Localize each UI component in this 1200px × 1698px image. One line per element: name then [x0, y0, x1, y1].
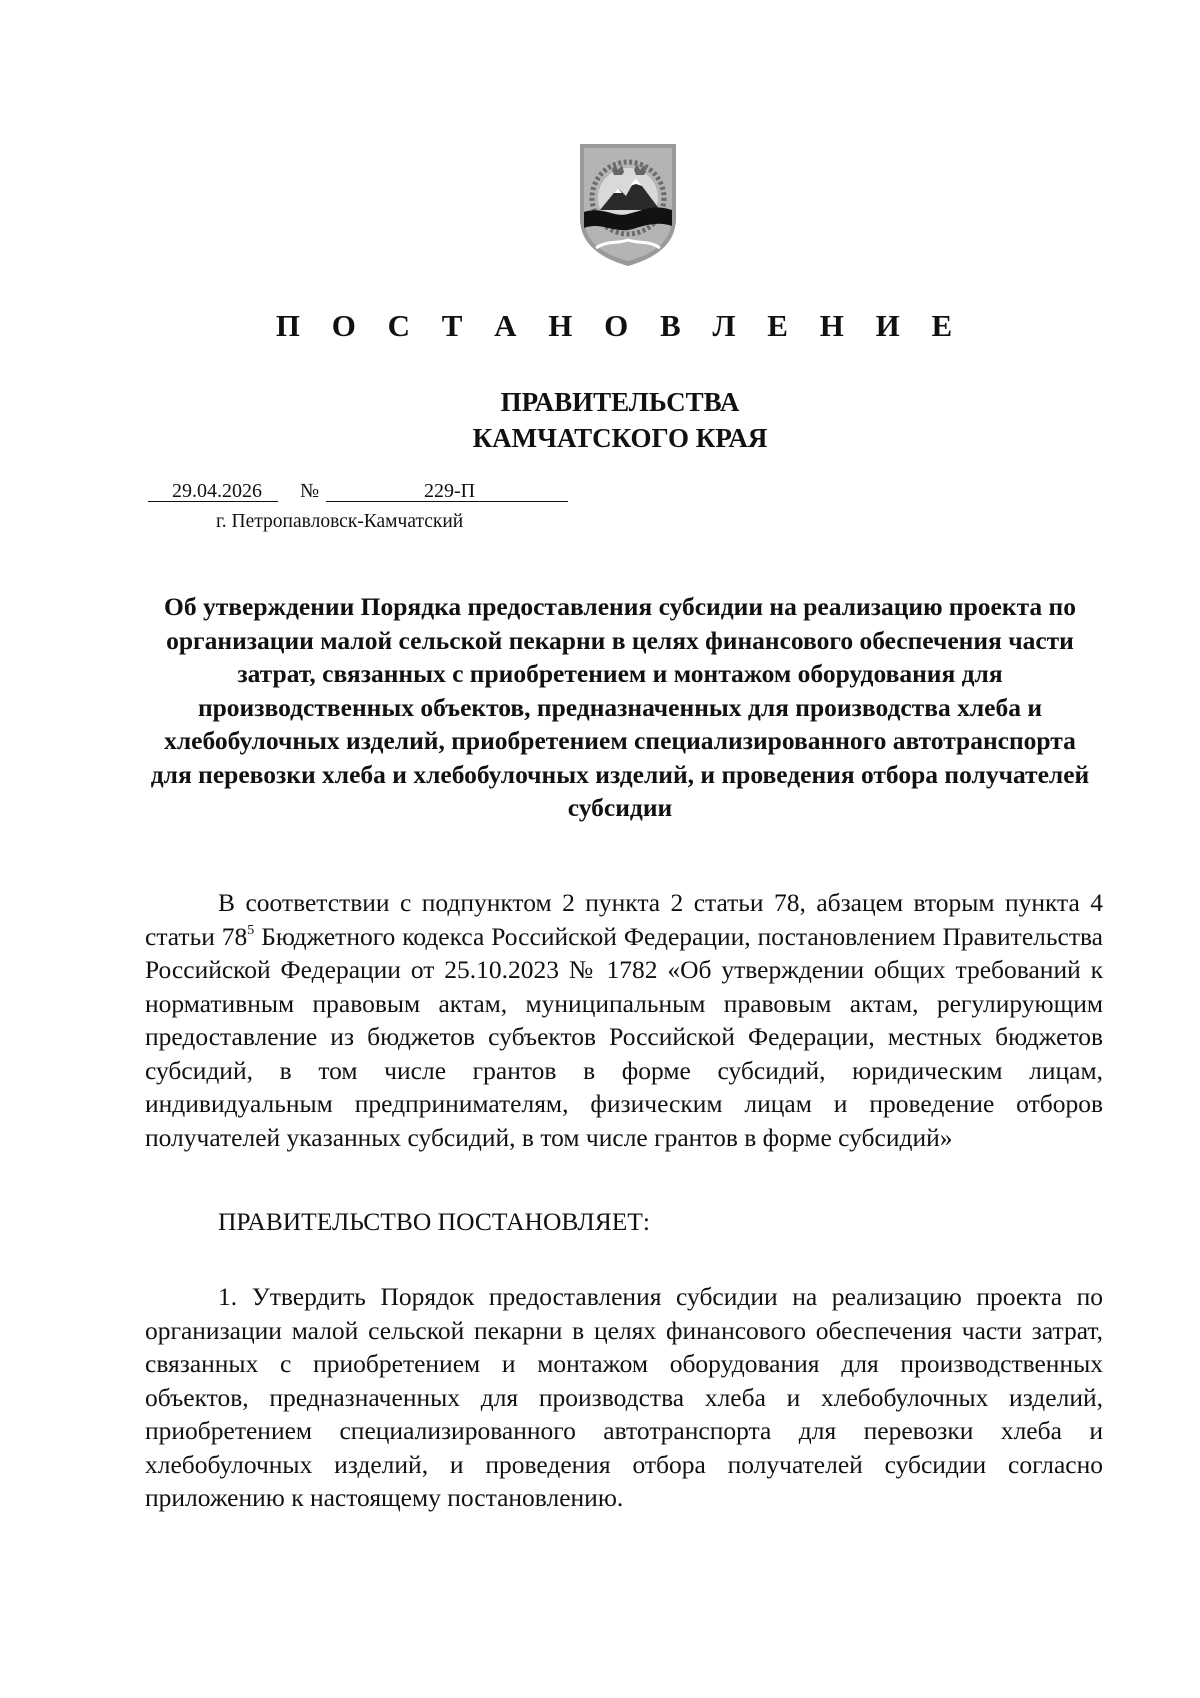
decree-item-1: 1. Утвердить Порядок предоставления субсидии на реализацию проекта по организации малой сельской пекарни в целях финансового обеспечения части затрат, связанных с приобретением и монтажом оборудования для производственных объектов, предназначенных для производства хлеба и хлебобулочных изделий, приобретением специализированного автотранспорта для перевозки хлеба и хлебобулочных изделий, и проведения отбора получателей субсидии согласно приложению к настоящему постановлению.: [145, 1282, 1103, 1512]
preamble-text-part-2: Бюджетного кодекса Российской Федерации, постановлением Правительства Российской Федерации от 25.10.2023 № 1782 «Об утверждении общих требований к нормативным правовым актам, муниципальным правовым актам, регулирующим предоставление из бюджетов субъектов Российской Федерации, местных бюджетов субсидий, в том числе грантов в форме субсидий, юридическим лицам, индивидуальным предпринимателям, физическим лицам и проведение отборов получателей указанных субсидий, в том числе грантов в форме субсидий»: [145, 921, 1103, 1152]
issuer-line-1: ПРАВИТЕЛЬСТВА: [500, 387, 740, 417]
document-subject: Об утверждении Порядка предоставления субсидии на реализацию проекта по организации малой сельской пекарни в целях финансового обеспечения части затрат, связанных с приобретением и монтажом оборудования для производственных объектов, предназначенных для производства хлеба и хлебобулочных изделий, приобретением специализированного автотранспорта для перевозки хлеба и хлебобулочных изделий, и проведения отбора получателей субсидии: [150, 592, 1090, 822]
document-date: 29.04.2026: [172, 480, 262, 502]
article-superscript: 5: [247, 922, 255, 938]
document-number: 229-П: [424, 480, 476, 502]
issuer-line-2: КАМЧАТСКОГО КРАЯ: [472, 423, 768, 453]
issue-city: г. Петропавловск-Камчатский: [216, 511, 464, 532]
kamchatka-coat-of-arms-icon: [574, 140, 682, 268]
number-sign: №: [300, 480, 320, 502]
document-type-title: П О С Т А Н О В Л Е Н И Е: [275, 308, 965, 343]
preamble-paragraph: [145, 886, 1103, 1154]
issuer-block: [0, 384, 1200, 456]
preamble-text-part-1: В соответствии с подпунктом 2 пункта 2 статьи 78, абзацем вторым пункта 4 статьи 78: [145, 888, 1103, 951]
decree-heading: ПРАВИТЕЛЬСТВО ПОСТАНОВЛЯЕТ:: [218, 1207, 650, 1236]
registration-line: [148, 480, 568, 504]
